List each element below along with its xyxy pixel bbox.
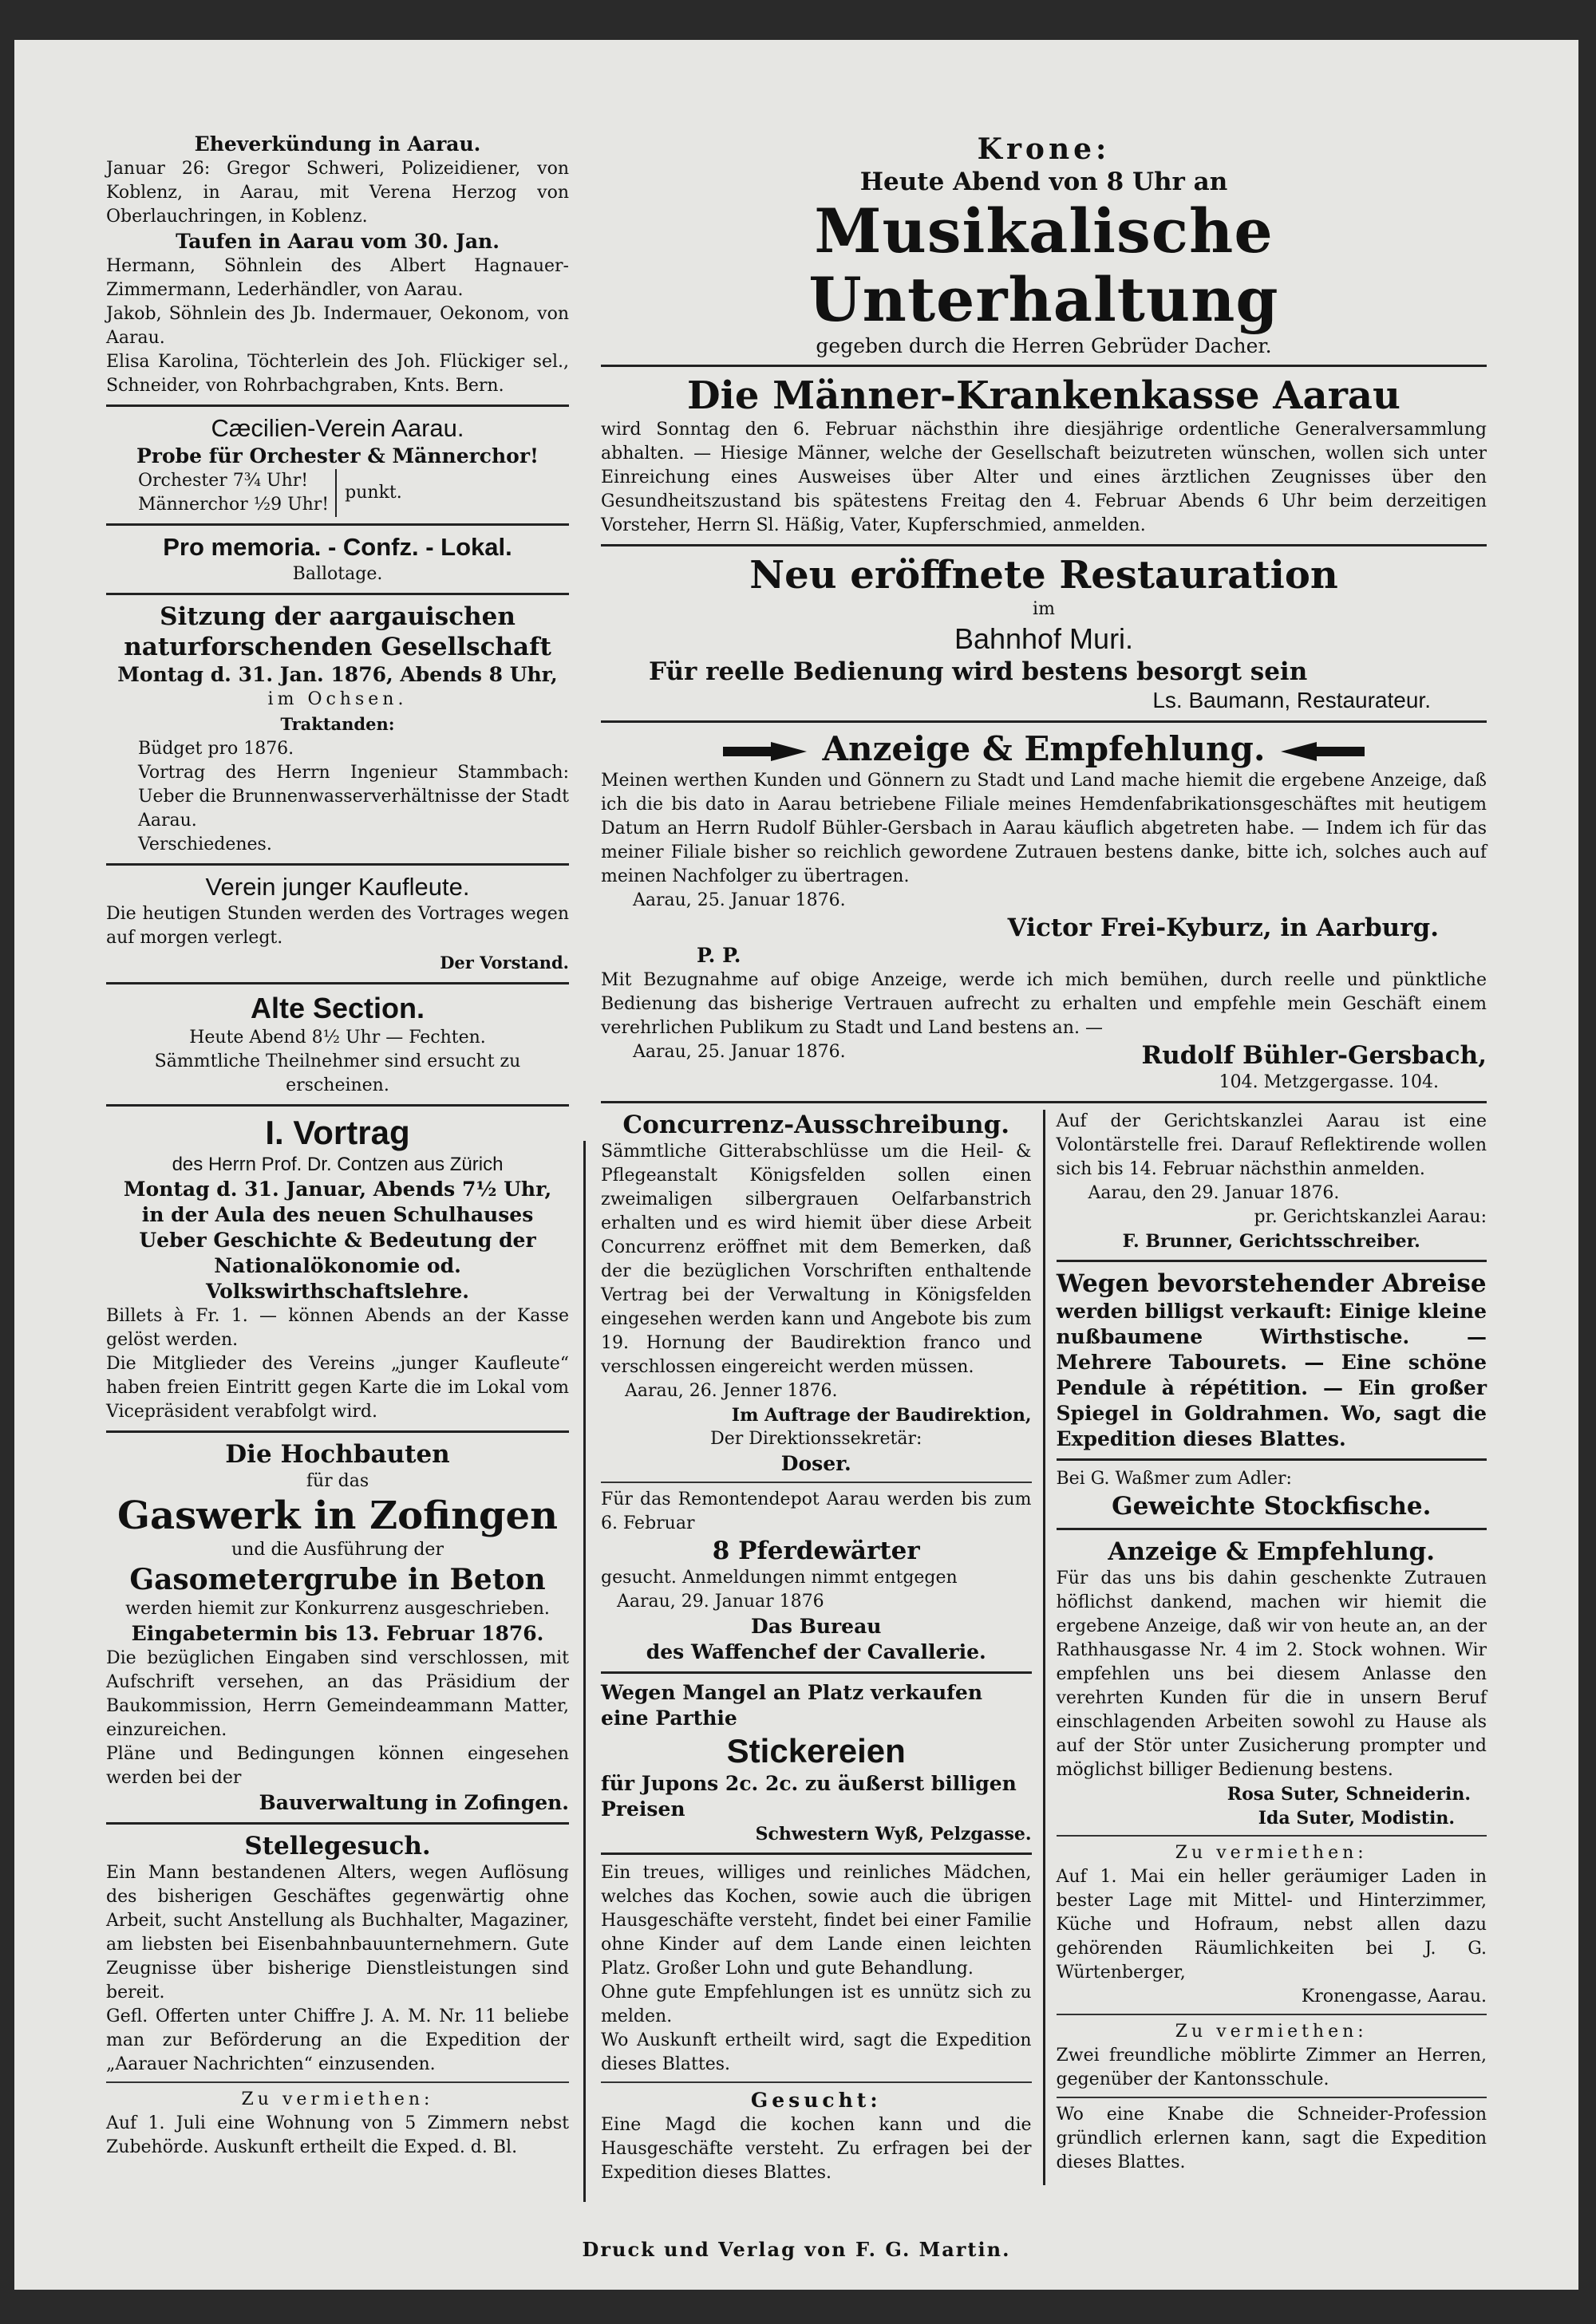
hoch-text: werden hiemit zur Konkurrenz ausgeschrieben.: [125, 1599, 550, 1619]
divider: [106, 2081, 569, 2083]
column-rule: [583, 1141, 586, 2202]
pp-addr: 104. Metzgergasse. 104.: [1219, 1072, 1439, 1092]
taufen-title: Taufen in Aarau vom 30. Jan.: [176, 230, 500, 253]
caecilien-sub: Probe für Orchester & Männerchor!: [136, 444, 539, 468]
rem-text: Für das Remontendepot Aarau werden bis zum 6. Februar: [601, 1489, 1032, 1533]
pp-date: Aarau, 25. Januar 1876.: [633, 1042, 846, 1062]
schn-text: Wo eine Knabe die Schneider-Profession gründlich erlernen kann, sagt die Expedition dieses Blattes.: [1056, 2105, 1487, 2172]
newspaper-page: [14, 40, 1578, 2290]
divider: [106, 982, 569, 984]
verm1-title: Zu vermiethen:: [1175, 1843, 1368, 1863]
mad-text: Ohne gute Empfehlungen ist es unnütz sich zu melden.: [601, 1983, 1032, 2026]
stell-offer: Gefl. Offerten unter Chiffre J. A. M. Nr. 11 beliebe man zur Beförderung an die Expedition der „Aarauer Nachrichten“ einzusenden.: [106, 2006, 569, 2074]
divider: [106, 1104, 569, 1107]
anz-title: Anzeige & Empfehlung.: [822, 729, 1266, 768]
rem-sign: des Waffenchef der Cavallerie.: [646, 1640, 986, 1663]
sitzung-place: im Ochsen.: [267, 689, 408, 709]
verm2-title: Zu vermiethen:: [1175, 2022, 1368, 2042]
vortrag-sub: des Herrn Prof. Dr. Contzen aus Zürich: [172, 1154, 504, 1175]
footer-imprint: Druck und Verlag von F. G. Martin.: [582, 2238, 1011, 2261]
conc-sekr: Der Direktionssekretär:: [710, 1429, 922, 1449]
taufen-entry: Elisa Karolina, Töchterlein des Joh. Flückiger sel., Schneider, von Rohrbachgraben, Knts. Bern.: [106, 352, 569, 396]
stick-text: für Jupons 2c. 2c. zu äußerst billigen Preisen: [601, 1772, 1017, 1821]
alte-text: Heute Abend 8½ Uhr — Fechten.: [189, 1028, 486, 1048]
stock-text: Bei G. Waßmer zum Adler:: [1056, 1469, 1292, 1489]
caecilien-title: Cæcilien-Verein Aarau.: [211, 414, 464, 442]
divider: [601, 1671, 1032, 1674]
conc-title: Concurrenz-Ausschreibung.: [622, 1111, 1010, 1139]
rest-im: im: [1033, 599, 1055, 619]
divider: [1057, 2014, 1487, 2015]
divider: [601, 1852, 1032, 1855]
stick-main: Stickereien: [726, 1732, 906, 1770]
anz-text: Meinen werthen Kunden und Gönnern zu Stadt und Land mache hiemit die ergebene Anzeige, daß ich die bis dato in Aarau betriebene Filiale meines Hemdenfabrikationsgeschäftes mit heutigem Datum an Herrn Rudolf Bühler-Gersbach in Aarau käuflich abgetreten habe. — Indem ich für das meiner Filiale bisher so reichlich gewordene Zutrauen bestens danke, bitte ich, solches auch auf meinen Nachfolger zu übertragen.: [601, 771, 1487, 886]
verm-title: Zu vermiethen:: [241, 2089, 434, 2109]
hoch-text: Pläne und Bedingungen können eingesehen werden bei der: [106, 1744, 569, 1788]
alte-title: Alte Section.: [250, 992, 425, 1024]
rest-place: Bahnhof Muri.: [954, 622, 1134, 655]
anz-sign: Victor Frei-Kyburz, in Aarburg.: [1007, 913, 1439, 942]
mad-text: Ein treues, williges und reinliches Mädchen, welches das Kochen, sowie auch die übrigen Hausgeschäfte versteht, findet bei einer Familie ohne Kinder auf dem Lande einen leichten Platz. Großer Lohn und gute Behandlung.: [601, 1863, 1032, 1979]
hoch-gasometer: Gasometergrube in Beton: [129, 1563, 546, 1596]
vortrag-date: Montag d. 31. Januar, Abends 7½ Uhr,: [123, 1178, 552, 1201]
divider: [106, 523, 569, 526]
hoch-title: Die Hochbauten: [225, 1440, 450, 1469]
pointing-hand-left-icon: [1277, 740, 1365, 763]
pp-text: Mit Bezugnahme auf obige Anzeige, werde ich mich bemühen, durch reelle und pünktliche Bedienung das bisherige Vertrauen aufrecht zu erhalten und empfehle mein Geschäft einem verehrlichen Publikum zu Stadt und Land bestens an. —: [601, 970, 1487, 1038]
divider: [601, 1482, 1032, 1483]
rest-text: Für reelle Bedienung wird bestens besorgt sein: [649, 657, 1308, 686]
rem-text2: gesucht. Anmeldungen nimmt entgegen: [601, 1568, 958, 1588]
krone-sub: Heute Abend von 8 Uhr an: [859, 168, 1228, 196]
vortrag-billets: Billets à Fr. 1. — können Abends an der Kasse gelöst werden.: [106, 1306, 569, 1350]
vortrag-title: I. Vortrag: [265, 1114, 410, 1151]
ger-sign: pr. Gerichtskanzlei Aarau:: [1254, 1207, 1487, 1227]
verm1-text: Auf 1. Mai ein heller geräumiger Laden in bester Lage mit Mittel- und Hinterzimmer, Küche und Hofraum, nebst allen dazu gehörenden Räumlichkeiten bei J. G. Würtenberger,: [1056, 1867, 1487, 1983]
right-subcolumn-2: [1045, 1110, 1487, 2185]
anz-title-row: [601, 729, 1487, 769]
divider: [1057, 1260, 1487, 1262]
sitzung-item: Verschiedenes.: [138, 835, 272, 854]
mad-text: Wo Auskunft ertheilt wird, sagt die Expedition dieses Blattes.: [601, 2030, 1032, 2074]
caecilien-punkt: punkt.: [345, 483, 402, 503]
pointing-hand-right-icon: [723, 740, 811, 763]
ehe-text: Januar 26: Gregor Schweri, Polizeidiener, von Koblenz, in Aarau, mit Verena Herzog von Oberlauchringen, in Koblenz.: [106, 159, 569, 227]
rem-title: 8 Pferdewärter: [712, 1537, 920, 1565]
left-column: [106, 132, 569, 2160]
stick-title: Wegen Mangel an Platz verkaufen eine Parthie: [601, 1681, 983, 1730]
vortrag-place: in der Aula des neuen Schulhauses: [141, 1203, 534, 1226]
rest-title: Neu eröffnete Restauration: [749, 553, 1338, 598]
verm1-addr: Kronengasse, Aarau.: [1301, 1987, 1487, 2006]
krone-main: Musikalische Unterhaltung: [808, 195, 1279, 335]
hoch-fuer: für das: [306, 1471, 369, 1491]
sitzung-trakt: Traktanden:: [280, 714, 395, 734]
hoch-sign: Bauverwaltung in Zofingen.: [259, 1791, 569, 1814]
divider: [601, 365, 1487, 367]
krone-title: Krone:: [977, 132, 1111, 166]
hoch-text: Die bezüglichen Eingaben sind verschlossen, mit Aufschrift versehen, an das Präsidium der Baukommission, Herrn Gemeindeammann Matter, einzureichen.: [106, 1648, 569, 1740]
divider: [601, 544, 1487, 546]
sitzung-item: Vortrag des Herrn Ingenieur Stammbach: Ueber die Brunnenwasserverhältnisse der Stadt Aarau.: [138, 763, 569, 831]
rem-sign: Das Bureau: [751, 1615, 882, 1638]
conc-sign: Doser.: [780, 1452, 851, 1475]
abr-text: werden billigst verkauft: Einige kleine nußbaumene Wirthstische. — Mehrere Tabourets. — Eine schöne Pendule à répétition. — Ein großer Spiegel in Goldrahmen. Wo, sagt die Expedition dieses Blattes.: [1056, 1300, 1487, 1450]
caecilien-line: Orchester 7¾ Uhr!: [138, 471, 309, 491]
right-subcolumns: [601, 1110, 1487, 2185]
kk-text: wird Sonntag den 6. Februar nächsthin ihre diesjährige ordentliche Generalversammlung abhalten. — Hiesige Männer, welche der Gesellschaft beizutreten wünschen, wollen sich unter Einreichung eines Ausweises über Alter und eines ärztlichen Zeugnisses über den Gesundheitszustand bis spätestens Freitag den 4. Februar Abends 6 Uhr beim derzeitigen Vorsteher, Herrn Sl. Häßig, Vater, Kupferschmied, anmelden.: [601, 420, 1487, 535]
ger-sign: F. Brunner, Gerichtsschreiber.: [1122, 1231, 1420, 1252]
ehe-title: Eheverkündung in Aarau.: [194, 132, 481, 156]
abr-title: Wegen bevorstehender Abreise: [1056, 1269, 1487, 1298]
conc-auftrag: Im Auftrage der Baudirektion,: [731, 1405, 1032, 1426]
caecilien-line: Männerchor ½9 Uhr!: [138, 495, 330, 515]
ger-text: Auf der Gerichtskanzlei Aarau ist eine Volontärstelle frei. Darauf Reflektirende wollen sich bis 14. Februar nächsthin anmelden.: [1056, 1111, 1487, 1179]
pp-footer: [601, 1040, 1487, 1071]
right-column: [601, 132, 1487, 2185]
divider: [1057, 1458, 1487, 1461]
anz2-sign: Rosa Suter, Schneiderin.: [1227, 1784, 1471, 1805]
conc-text: Sämmtliche Gitterabschlüsse um die Heil- & Pflegeanstalt Königsfelden sollen einen zweimaligen silbergrauen Oelfarbanstrich erhalten und es wird hiemit über diese Arbeit Concurrenz eröffnet mit dem Bemerken, daß der die bezüglichen Vorschriften enthaltende Vertrag bei der Verwaltung in Königsfelden eingesehen werden kann und Angebote bis zum 19. Hornung der Baudirektion franco und verschlossen eingereicht werden müssen.: [601, 1142, 1032, 1377]
verm-text: Auf 1. Juli eine Wohnung von 5 Zimmern nebst Zubehörde. Auskunft ertheilt die Exped. d. Bl.: [106, 2113, 569, 2157]
ges-title: Gesucht:: [750, 2089, 882, 2112]
divider: [1057, 1528, 1487, 1530]
verein-text: Die heutigen Stunden werden des Vortrages wegen auf morgen verlegt.: [106, 904, 569, 948]
ger-date: Aarau, den 29. Januar 1876.: [1088, 1183, 1340, 1203]
anz2-title: Anzeige & Empfehlung.: [1108, 1537, 1436, 1566]
vortrag-topic: Ueber Geschichte & Bedeutung der Nationalökonomie od. Volkswirthschaftslehre.: [139, 1229, 536, 1303]
divider: [601, 1101, 1487, 1103]
pp-sign: Rudolf Bühler-Gersbach,: [1141, 1041, 1487, 1070]
hoch-termin: Eingabetermin bis 13. Februar 1876.: [131, 1622, 544, 1645]
taufen-entry: Hermann, Söhnlein des Albert Hagnauer-Zimmermann, Lederhändler, von Aarau.: [106, 256, 569, 300]
anz-date: Aarau, 25. Januar 1876.: [633, 890, 846, 910]
divider: [601, 2081, 1032, 2083]
divider: [106, 863, 569, 866]
divider: [1057, 1835, 1487, 1837]
verein-sign: Der Vorstand.: [440, 953, 569, 973]
rem-date: Aarau, 29. Januar 1876: [617, 1592, 824, 1612]
hoch-gaswerk: Gaswerk in Zofingen: [117, 1493, 558, 1538]
sitzung-title: Sitzung der aargauischen naturforschenden Gesellschaft: [124, 602, 551, 661]
sitzung-date: Montag d. 31. Jan. 1876, Abends 8 Uhr,: [117, 663, 558, 686]
alte-text: Sämmtliche Theilnehmer sind ersucht zu erscheinen.: [154, 1052, 521, 1095]
kk-title: Die Männer-Krankenkasse Aarau: [687, 373, 1400, 418]
memoria-title: Pro memoria. - Confz. - Lokal.: [163, 533, 512, 561]
hoch-und: und die Ausführung der: [231, 1540, 444, 1560]
anz2-sign: Ida Suter, Modistin.: [1258, 1808, 1455, 1829]
divider: [106, 1822, 569, 1825]
stell-text: Ein Mann bestandenen Alters, wegen Auflösung des bisherigen Geschäftes gegenwärtig ohne Arbeit, sucht Anstellung als Buchhalter, Magaziner, am liebsten bei Eisenbahnbauunternehmern. Gute Zeugnisse über bisherige Dienstleistungen sind bereit.: [106, 1863, 569, 2002]
divider: [601, 720, 1487, 723]
divider: [106, 1430, 569, 1433]
right-subcolumn-1: [601, 1110, 1045, 2185]
memoria-sub: Ballotage.: [292, 564, 383, 584]
stock-title: Geweichte Stockfische.: [1112, 1492, 1432, 1521]
vortrag-members: Die Mitglieder des Vereins „junger Kaufleute“ haben freien Eintritt gegen Karte die im Lokal vom Vicepräsident verabfolgt wird.: [106, 1354, 569, 1422]
divider: [106, 593, 569, 595]
stell-title: Stellegesuch.: [244, 1832, 431, 1860]
krone-given: gegeben durch die Herren Gebrüder Dacher.: [816, 334, 1272, 357]
ges-text: Eine Magd die kochen kann und die Hausgeschäfte versteht. Zu erfragen bei der Expedition dieses Blattes.: [601, 2115, 1032, 2183]
verm2-text: Zwei freundliche möblirte Zimmer an Herren, gegenüber der Kantonsschule.: [1056, 2046, 1487, 2089]
taufen-entry: Jakob, Söhnlein des Jb. Indermauer, Oekonom, von Aarau.: [106, 304, 569, 348]
sitzung-item: Büdget pro 1876.: [138, 739, 294, 759]
caecilien-times: [106, 469, 569, 517]
anz2-text: Für das uns bis dahin geschenkte Zutrauen höflichst dankend, machen wir hiemit die ergebene Anzeige, daß wir von heute an, an der Rathhausgasse Nr. 4 im 2. Stock wohnen. Wir empfehlen uns bei diesem Anlasse den verehrten Kunden für die in unsern Beruf einschlagenden Arbeiten sowohl zu Hause als auf der Stör unter Zusicherung prompter und möglichst billiger Bedienung bestens.: [1056, 1568, 1487, 1780]
rest-sign: Ls. Baumann, Restaurateur.: [1152, 688, 1431, 712]
pp-title: P. P.: [697, 944, 741, 967]
verein-title: Verein junger Kaufleute.: [205, 873, 470, 901]
divider: [106, 404, 569, 407]
conc-date: Aarau, 26. Jenner 1876.: [625, 1381, 838, 1401]
divider: [1057, 2097, 1487, 2098]
stick-sign: Schwestern Wyß, Pelzgasse.: [755, 1824, 1032, 1845]
